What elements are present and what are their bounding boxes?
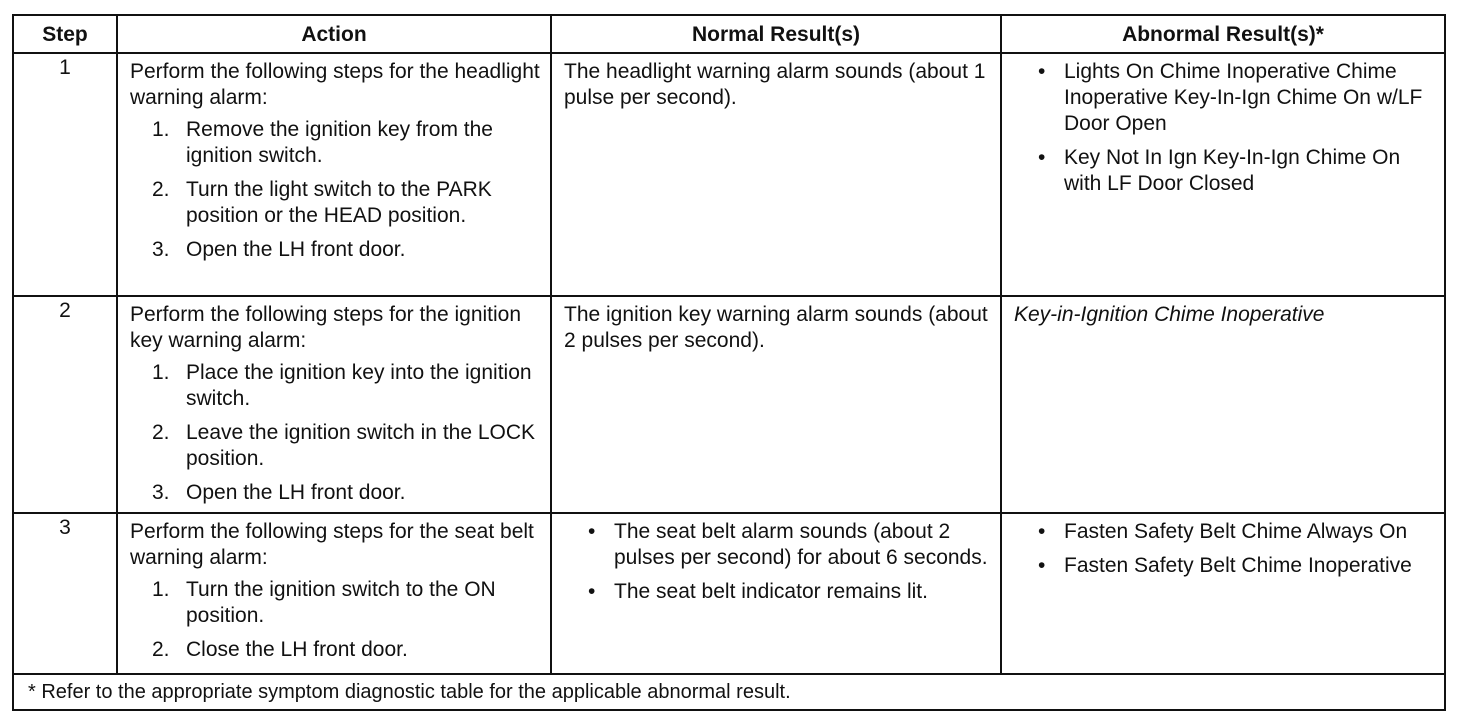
normal-result-text: The seat belt indicator remains lit. bbox=[614, 580, 928, 603]
normal-result-cell bbox=[551, 513, 1001, 674]
action-step-number: 3. bbox=[152, 238, 170, 261]
abnormal-result-item bbox=[1038, 59, 1434, 137]
step-number: 1 bbox=[13, 53, 117, 296]
action-step-text: Open the LH front door. bbox=[186, 481, 406, 504]
action-step-number: 2. bbox=[152, 421, 170, 444]
abnormal-result-list bbox=[1014, 59, 1434, 197]
normal-result-text: The seat belt alarm sounds (about 2 pulses per second) for about 6 seconds. bbox=[614, 520, 988, 569]
normal-result-cell bbox=[551, 296, 1001, 513]
abnormal-result-cell bbox=[1001, 296, 1445, 513]
action-step-number: 1. bbox=[152, 578, 170, 601]
action-step-text: Place the ignition key into the ignition switch. bbox=[186, 361, 532, 410]
action-intro: Perform the following steps for the seat belt warning alarm: bbox=[130, 520, 534, 569]
bullet-icon: • bbox=[1038, 554, 1046, 577]
action-step-list bbox=[130, 360, 540, 506]
abnormal-result-cell bbox=[1001, 53, 1445, 296]
action-step-number: 1. bbox=[152, 361, 170, 384]
action-step-text: Turn the ignition switch to the ON position. bbox=[186, 578, 496, 627]
bullet-icon: • bbox=[588, 520, 596, 543]
action-step bbox=[152, 237, 540, 263]
header-row bbox=[13, 15, 1445, 53]
footnote-row bbox=[13, 674, 1445, 710]
action-step-number: 2. bbox=[152, 178, 170, 201]
abnormal-result-item bbox=[1038, 519, 1434, 545]
action-intro: Perform the following steps for the ignition key warning alarm: bbox=[130, 303, 522, 352]
header-action: Action bbox=[117, 15, 551, 53]
action-step bbox=[152, 360, 540, 412]
header-abnormal-results: Abnormal Result(s)* bbox=[1001, 15, 1445, 53]
header-step: Step bbox=[13, 15, 117, 53]
footnote: * Refer to the appropriate symptom diagnostic table for the applicable abnormal result. bbox=[13, 674, 1445, 710]
action-step-number: 1. bbox=[152, 118, 170, 141]
normal-result-item bbox=[588, 579, 990, 605]
action-step bbox=[152, 577, 540, 629]
action-step-text: Close the LH front door. bbox=[186, 638, 408, 661]
normal-result-list bbox=[564, 519, 990, 605]
action-step-text: Turn the light switch to the PARK position or the HEAD position. bbox=[186, 178, 492, 227]
action-step-list bbox=[130, 577, 540, 663]
bullet-icon: • bbox=[1038, 60, 1046, 83]
abnormal-result-text: Key Not In Ign Key-In-Ign Chime On with LF Door Closed bbox=[1064, 146, 1401, 195]
abnormal-result-list bbox=[1014, 519, 1434, 579]
action-step-list bbox=[130, 117, 540, 263]
action-step-text: Leave the ignition switch in the LOCK position. bbox=[186, 421, 536, 470]
table-row bbox=[13, 53, 1445, 296]
action-intro: Perform the following steps for the headlight warning alarm: bbox=[130, 60, 540, 109]
abnormal-result-text: Key-in-Ignition Chime Inoperative bbox=[1014, 303, 1325, 326]
action-cell bbox=[117, 53, 551, 296]
normal-result-item bbox=[588, 519, 990, 571]
diagnostic-table bbox=[12, 14, 1446, 711]
abnormal-result-item bbox=[1038, 553, 1434, 579]
header-normal-results: Normal Result(s) bbox=[551, 15, 1001, 53]
action-step-text: Remove the ignition key from the ignition switch. bbox=[186, 118, 493, 167]
normal-result-text: The ignition key warning alarm sounds (about 2 pulses per second). bbox=[564, 303, 988, 352]
step-number: 2 bbox=[13, 296, 117, 513]
table-row bbox=[13, 296, 1445, 513]
bullet-icon: • bbox=[588, 580, 596, 603]
action-step-text: Open the LH front door. bbox=[186, 238, 406, 261]
abnormal-result-text: Lights On Chime Inoperative Chime Inoperative Key-In-Ign Chime On w/LF Door Open bbox=[1064, 60, 1423, 135]
action-step bbox=[152, 480, 540, 506]
abnormal-result-text: Fasten Safety Belt Chime Always On bbox=[1064, 520, 1408, 543]
bullet-icon: • bbox=[1038, 520, 1046, 543]
action-cell bbox=[117, 513, 551, 674]
bullet-icon: • bbox=[1038, 146, 1046, 169]
action-step bbox=[152, 177, 540, 229]
action-step bbox=[152, 637, 540, 663]
normal-result-text: The headlight warning alarm sounds (about 1 pulse per second). bbox=[564, 60, 986, 109]
action-step-number: 3. bbox=[152, 481, 170, 504]
table-row bbox=[13, 513, 1445, 674]
step-number: 3 bbox=[13, 513, 117, 674]
action-cell bbox=[117, 296, 551, 513]
action-step bbox=[152, 420, 540, 472]
action-step-number: 2. bbox=[152, 638, 170, 661]
abnormal-result-cell bbox=[1001, 513, 1445, 674]
abnormal-result-item bbox=[1038, 145, 1434, 197]
normal-result-cell bbox=[551, 53, 1001, 296]
action-step bbox=[152, 117, 540, 169]
abnormal-result-text: Fasten Safety Belt Chime Inoperative bbox=[1064, 554, 1412, 577]
